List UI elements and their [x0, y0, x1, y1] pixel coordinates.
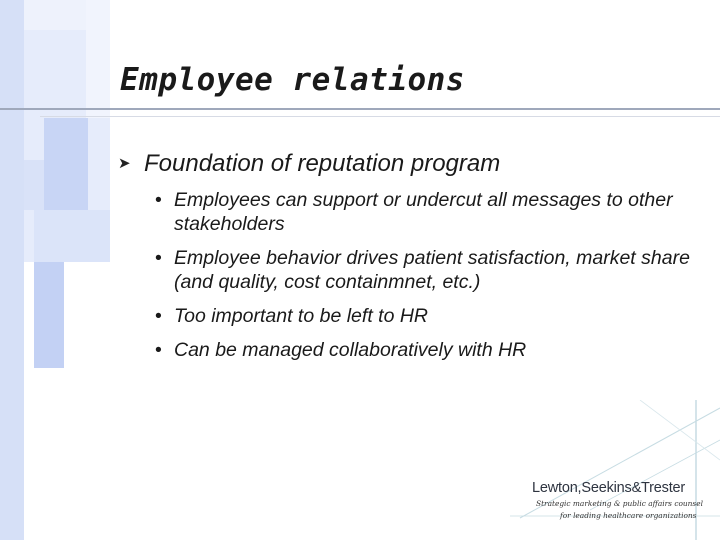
slide-title: Employee relations: [120, 62, 465, 98]
bullet-dot-icon: •: [155, 339, 162, 361]
decorative-panel: [24, 160, 44, 210]
sub-bullet-item: [154, 338, 698, 362]
arrowhead-icon: ➤: [118, 155, 131, 172]
logo-tagline: Strategic marketing & public affairs counsel: [536, 499, 703, 508]
bullet-dot-icon: •: [155, 189, 162, 211]
sub-bullet-item: [154, 246, 698, 294]
decorative-panel: [0, 0, 24, 540]
bullet-text: Foundation of reputation program: [144, 150, 501, 177]
decorative-panel: [86, 0, 110, 118]
logo-name: Lewton,Seekins&Trester: [532, 480, 686, 496]
sub-bullet-item: [154, 188, 698, 236]
bullet-dot-icon: •: [155, 305, 162, 327]
title-rule-shadow: [40, 116, 720, 117]
decorative-panel: [24, 0, 86, 30]
decorative-panel: [44, 118, 88, 210]
sub-bullet-text: Employees can support or undercut all messages to other stakeholders: [174, 189, 673, 235]
bullet-item: [118, 150, 698, 178]
sub-bullet-text: Employee behavior drives patient satisfaction, market share (and quality, cost containmnet, etc.): [174, 247, 690, 293]
sub-bullet-item: [154, 304, 698, 328]
bullet-dot-icon: •: [155, 247, 162, 269]
slide-body: [118, 150, 698, 372]
sub-bullet-list: [118, 188, 698, 362]
decorative-panel: [34, 262, 64, 368]
decorative-panel: [34, 210, 110, 262]
title-rule: [0, 108, 720, 110]
sub-bullet-text: Too important to be left to HR: [174, 305, 428, 327]
logo-tagline: for leading healthcare organizations: [560, 511, 697, 520]
company-logo: [532, 480, 718, 520]
sub-bullet-text: Can be managed collaboratively with HR: [174, 339, 527, 361]
